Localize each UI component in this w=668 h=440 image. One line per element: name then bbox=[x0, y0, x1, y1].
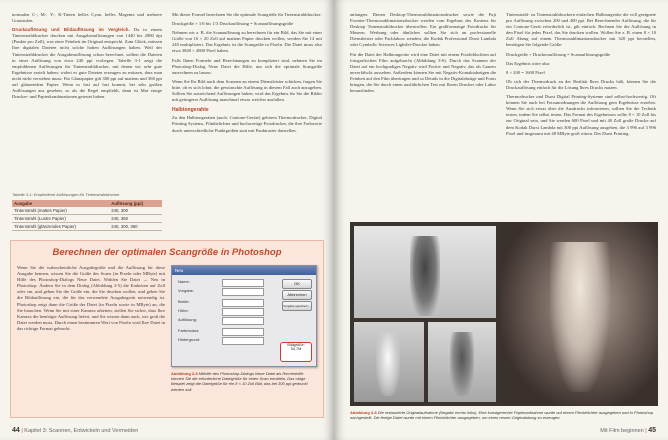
dialog-row bbox=[178, 308, 274, 315]
paragraph: Wenn Sie Ihr Bild nach dem Scannen an einem Dienstleister schicken, fragen Sie bitte, ob es sich lohnt, die gewünschte Auflösung in diesem Fall auch anzugeben. Sollten Sie ausreichend Auflösungen haben, wird das Ergebnis für Sie die Bilder mit geringerer Auflösung manchmal etwas weicher ausfallen. bbox=[172, 78, 322, 103]
dialog-field[interactable] bbox=[222, 308, 264, 316]
dialog-row bbox=[178, 299, 274, 306]
resolution-table bbox=[12, 200, 162, 231]
right-column-2 bbox=[506, 12, 656, 140]
right-page bbox=[334, 0, 668, 440]
formula: Druckgröße × 1/6 bis 1/3 Druckauflösung = Scanauflösungsgröße bbox=[172, 21, 294, 27]
dialog-field[interactable] bbox=[222, 317, 264, 325]
table-header-resolution: Auflösung (ppi) bbox=[109, 200, 162, 207]
small-negative-figure bbox=[450, 332, 474, 396]
right-footer: Mit Film beginnen | 45 bbox=[600, 427, 656, 434]
subheading: Halbtongerahte bbox=[172, 107, 209, 114]
small-figure bbox=[376, 332, 400, 396]
dialog-field[interactable] bbox=[222, 279, 264, 287]
figure-photos bbox=[350, 222, 658, 406]
section-body: Da in einem Tintenstrahldrucker drucken mit Ausgabeauflösungen von 1440 bis 2880 dpi (Punkte pro Zoll), was einer Feinheit im Original entspricht. Zum Glück, müssen Ihre digitalen Dateien nicht solche hohen Auflösungen haben. Weil der Tintenstrahldrucker die Ausgabeauflösung schon berechnet, sollten die Dateien in einer Auflösung von etwa 240 ppi vorliegen. Tabelle 3-1 zeigt die empfohlenen Auflösungen für Tintenstrahldrucker, mit denen wir sehr gute Ergebnisse erzielt haben; wobei es gute Dateien erzeugen zu müssen, dass man nicht nicht verstehen muss: Für Glanzpapier gilt 300 ppi auf mattem und 360 ppi auf glänzendem Papier. Wenn es fast auf fast kommt, bei sehr großen Auflösungen aus gesehen, so als die Regel empfiehlt, dann ist Mut einige Drucker- und Papierkombinationen getestet haben. bbox=[12, 27, 163, 100]
lead-paragraph: normalen C-, M-, Y-, K-Tinten helles Cyan, helles Magenta und mehrere Graustufen. bbox=[12, 12, 162, 24]
figure-number: Abbildung 3-5 bbox=[171, 371, 198, 376]
negative-figure bbox=[410, 236, 440, 316]
sidebar-box bbox=[10, 240, 324, 418]
section-title: Mit Film beginnen bbox=[600, 428, 644, 434]
dialog-label: Name: bbox=[178, 279, 190, 284]
paragraph: Zu den Halbtongeräten (auch: Contone-Geräte) gehören Thermodrucker, Digital Printing Systems, Filmbelichter und hochwertige Fotodrucker, die ihre Farbwerte durch unterschiedliche Punktgrößen statt mit Punktraster darstellen. bbox=[172, 115, 322, 133]
left-footer: 44 | Kapitel 3: Scannen, Entwickeln und Vermeiden bbox=[12, 427, 139, 434]
paragraph: Ob sich der Thermodruck an der Realität Ihres Drucks hält, können Sie die Druckauflösung einfach für die Lösung Ihres Drucks nutzen. bbox=[506, 78, 656, 90]
image-size-value: 54,7M bbox=[290, 347, 302, 351]
dialog-row bbox=[178, 288, 274, 295]
dialog-field[interactable] bbox=[222, 288, 264, 296]
table-cell: Tintenstrahl (Lustre Papier) bbox=[12, 215, 109, 223]
table-row bbox=[12, 215, 162, 223]
figure-caption-text: Die restaurierte Originalaufnahme (Negativ rechts links). Eine kunstgerechte Papieraufnahme wurde auf einem Filmbelichter ausgegeben und in Photoshop nachgestellt. Die fertige Datei wurde mit einem Filmbelichter ausgegeben, um einen neuen Originalabzug zu erzeugen. bbox=[350, 410, 654, 421]
table-cell: 240, 300, 360 bbox=[109, 223, 162, 231]
formula: Das Ergebnis wäre also: bbox=[506, 60, 551, 66]
left-column-1 bbox=[12, 12, 162, 103]
figure-caption bbox=[171, 371, 317, 392]
paragraph: Falls Ihnen Formeln und Berechnungen zu kompliziert sind, nehmen Sie im Photoshop-Dialog Neue Datei die Hilfe, um sich die optimale Scangröße ausrechnen zu lassen. bbox=[172, 57, 322, 75]
dialog-row bbox=[178, 279, 274, 286]
table-cell: 240, 300 bbox=[109, 207, 162, 215]
chapter-title: Kapitel 3: Scannen, Entwickeln und Vermeiden bbox=[24, 428, 139, 434]
table-cell: 240, 360 bbox=[109, 215, 162, 223]
ok-button[interactable]: OK bbox=[282, 279, 312, 289]
figure-caption bbox=[350, 410, 658, 420]
paragraph: anfangen. Diesen Desktop-Thermosublimationsdrucker sowie die Fuji Frontier-Thermosublimationsdrucker werden vom Ergebnis des Kostens für Desktop Tintenstrahldrucker übertroffen. Ein großformatige Fotodrucke für Museen, Werbung oder ähnliches sollten Sie sich an professionelle Dienstleister oder Fachlabors wenden, die Kodak Professional Durst Lambda oder Cymbolic Sciences LightJet-Drucker haben. bbox=[350, 12, 496, 48]
formula: 8 × 200 = 1600 Pixel bbox=[506, 69, 545, 75]
right-column-1 bbox=[350, 12, 496, 97]
dialog-row bbox=[178, 328, 274, 335]
dialog-field[interactable] bbox=[222, 337, 264, 345]
table-header-output: Ausgabe bbox=[12, 200, 109, 207]
dialog-field[interactable] bbox=[222, 328, 264, 336]
dialog-row bbox=[178, 337, 274, 344]
dialog-label: Höhe: bbox=[178, 308, 189, 313]
figure-number: Abbildung 3-6 bbox=[350, 410, 377, 415]
dialog-title: Neu bbox=[172, 266, 316, 275]
paragraph: Tintenstrahl- zu Tintenstrahldruckern einfachen Halbtongeräte die voll geeignete pro Auflösung zwischen 200 und 400 ppi. Bei Berechnender Auflösung, die für ein Contone-Gerät erforderlich ist, gilt einfach: Rechnen Sie die Auflösung in den Pixel für jedes Pixel, das Sie drucken wollen. Wollen Sie z. B. einen 8 × 10 Zoll Abzug auf einem Thermosublimationsdrucker mit 320 ppi herstellen, benötigen Sie folgende Größe: bbox=[506, 12, 656, 48]
dialog-field[interactable] bbox=[222, 299, 264, 307]
left-column-2 bbox=[172, 12, 322, 137]
page-number: 44 bbox=[12, 427, 20, 434]
small-print-photo bbox=[354, 322, 424, 402]
figure-caption-text: Mithilfe des Photoshop-Dialogs Neue Datei als Rechenhilfe können Sie die erforderliche Dateigröße für einen Scan ermitteln. Das obige Beispiel zeigt die Dateigröße für ein 8 × 10 Zoll Bild, das bei 300 ppi gedruckt werden soll. bbox=[171, 371, 308, 392]
paragraph: Thermodrucker und Durst Digital Printing-Systeme sind selbst-hochwertig. Oft können Sie auch bei Fotoanordnungen die Auflösung gern Ergebnisse erzielen. Wenn Sie sich etwas über die Ausdrucks informieren, sollten Sie die Technik testen, indem Sie selbst testen. Das Format des Ergebnisses sollte 8 × 10 Zoll bis zur Original sein, und Sie werden 600 Pixel und mit 40 Zoll große Drucke auf dem Kodak Durst Lambda mit 300 ppi Auflösung ausgeben, die 3 996 auf 3 996 Pixel und insgesamt mit 48 MByte groß wären. Der Durst Printing. bbox=[506, 94, 656, 136]
image-size-label: Bildgröße: bbox=[287, 343, 305, 347]
dialog-label: Breite: bbox=[178, 299, 190, 304]
dialog-label: Vorgabe: bbox=[178, 288, 195, 293]
page-number: 45 bbox=[648, 427, 656, 434]
figure-silhouette bbox=[550, 242, 610, 392]
negative-photo bbox=[354, 226, 496, 318]
box-body bbox=[17, 265, 165, 335]
formula: Druckgröße × Druckerauflösung = Scanauflösungsgröße bbox=[506, 51, 611, 57]
image-size-readout bbox=[280, 342, 312, 362]
small-negative-photo bbox=[428, 322, 496, 402]
box-title: Berechnen der optimalen Scangröße in Photoshop bbox=[52, 247, 282, 258]
dialog-label: Farbmodus: bbox=[178, 328, 200, 333]
table-row bbox=[12, 207, 162, 215]
paragraph: Nehmen wir z. B. die Scanauflösung zu berechnen für ein Bild, das Sie mit einer Größe von 16 × 20 Zoll auf mattem Papier drucken wollen, werden Sie 14 mit 240 multipliziert. Das Ergebnis ist die Scangröße in Pixeln. Die Datei muss also etwa 3840 × 4800 Pixel haben. bbox=[172, 30, 322, 54]
formula-intro: Mit dieser Formel berechnen Sie die optimale Scangröße für Tintenstrahldrucker: bbox=[172, 12, 322, 17]
box-paragraph: Wenn Sie die wahrscheinliche Ausgabegröße und die Auflösung für diese Ausgabe kennen, wissen Sie die Größe des Scans (in Pixeln oder MByte) mit Hilfe des Photoshop-Dialogs Neue Datei. Wählen Sie Datei → Neu in Photoshop. Ändern Sie in dem Dialog (Abbildung 3-5) die Einheiten auf Zoll oder cm, und geben Sie die Größe ein, die Sie drucken wollen, und geben Sie die Bildauflösung ein, die für das verwendete Ausgabegerät notwendig ist. Photoshop zeigt dann die Größe der Datei (in Pixeln sowie in MByte) an, die Sie brauchen. Wenn Sie mit einer Kamera arbeiten, stellen Sie sicher, dass Ihre Kamera die benötigte Auflösung liefert, und Sie wissen dann auch, wie groß die Datei werden muss. Durch einen bestimmten Wert von Pixeln wird Ihre Datei in das richtige Format gebracht. bbox=[17, 265, 165, 331]
dialog-label: Hintergrund: bbox=[178, 337, 201, 342]
dialog-label: Auflösung: bbox=[178, 317, 197, 322]
photoshop-new-dialog bbox=[171, 265, 317, 367]
cancel-button[interactable]: Abbrechen bbox=[282, 290, 312, 300]
resolution-section bbox=[12, 27, 162, 100]
dialog-row bbox=[178, 317, 274, 324]
table-row bbox=[12, 223, 162, 231]
table-cell: Tintenstrahl (glänzendes Papier) bbox=[12, 223, 109, 231]
section-heading: Druckauflösung und Bildauflösung im Vergleich. bbox=[12, 27, 130, 33]
paragraph: Für die Datei der Halbtongeräte wird eine Datei mit einem Fotobildschirm auf fotografischen Film aufgebracht (Abbildung 3-6). Durch das Scannen der Datei auf ein hochgradiges Negativ wird Positiv und Negativ, das als Ganzes unverfälscht aussehen. Außerdem können Sie mit Negativ-Kontaktabzügen die Feinheit auf den Film übertragen und so Details in die Digitalabzüge und Fotos bringen, die Sie durch einen ausführlichen Test mit Ihrem Drucker oder Labor herausfinden. bbox=[350, 51, 496, 94]
table-cell: Tintenstrahl (mattes Papier) bbox=[12, 207, 109, 215]
restored-photo bbox=[500, 222, 658, 406]
table-caption: Tabelle 3-1: Empfohlene Auflösungen für Tintenstrahldrucker bbox=[12, 192, 120, 197]
save-preset-button[interactable]: Vorgabe speichern... bbox=[282, 301, 312, 311]
